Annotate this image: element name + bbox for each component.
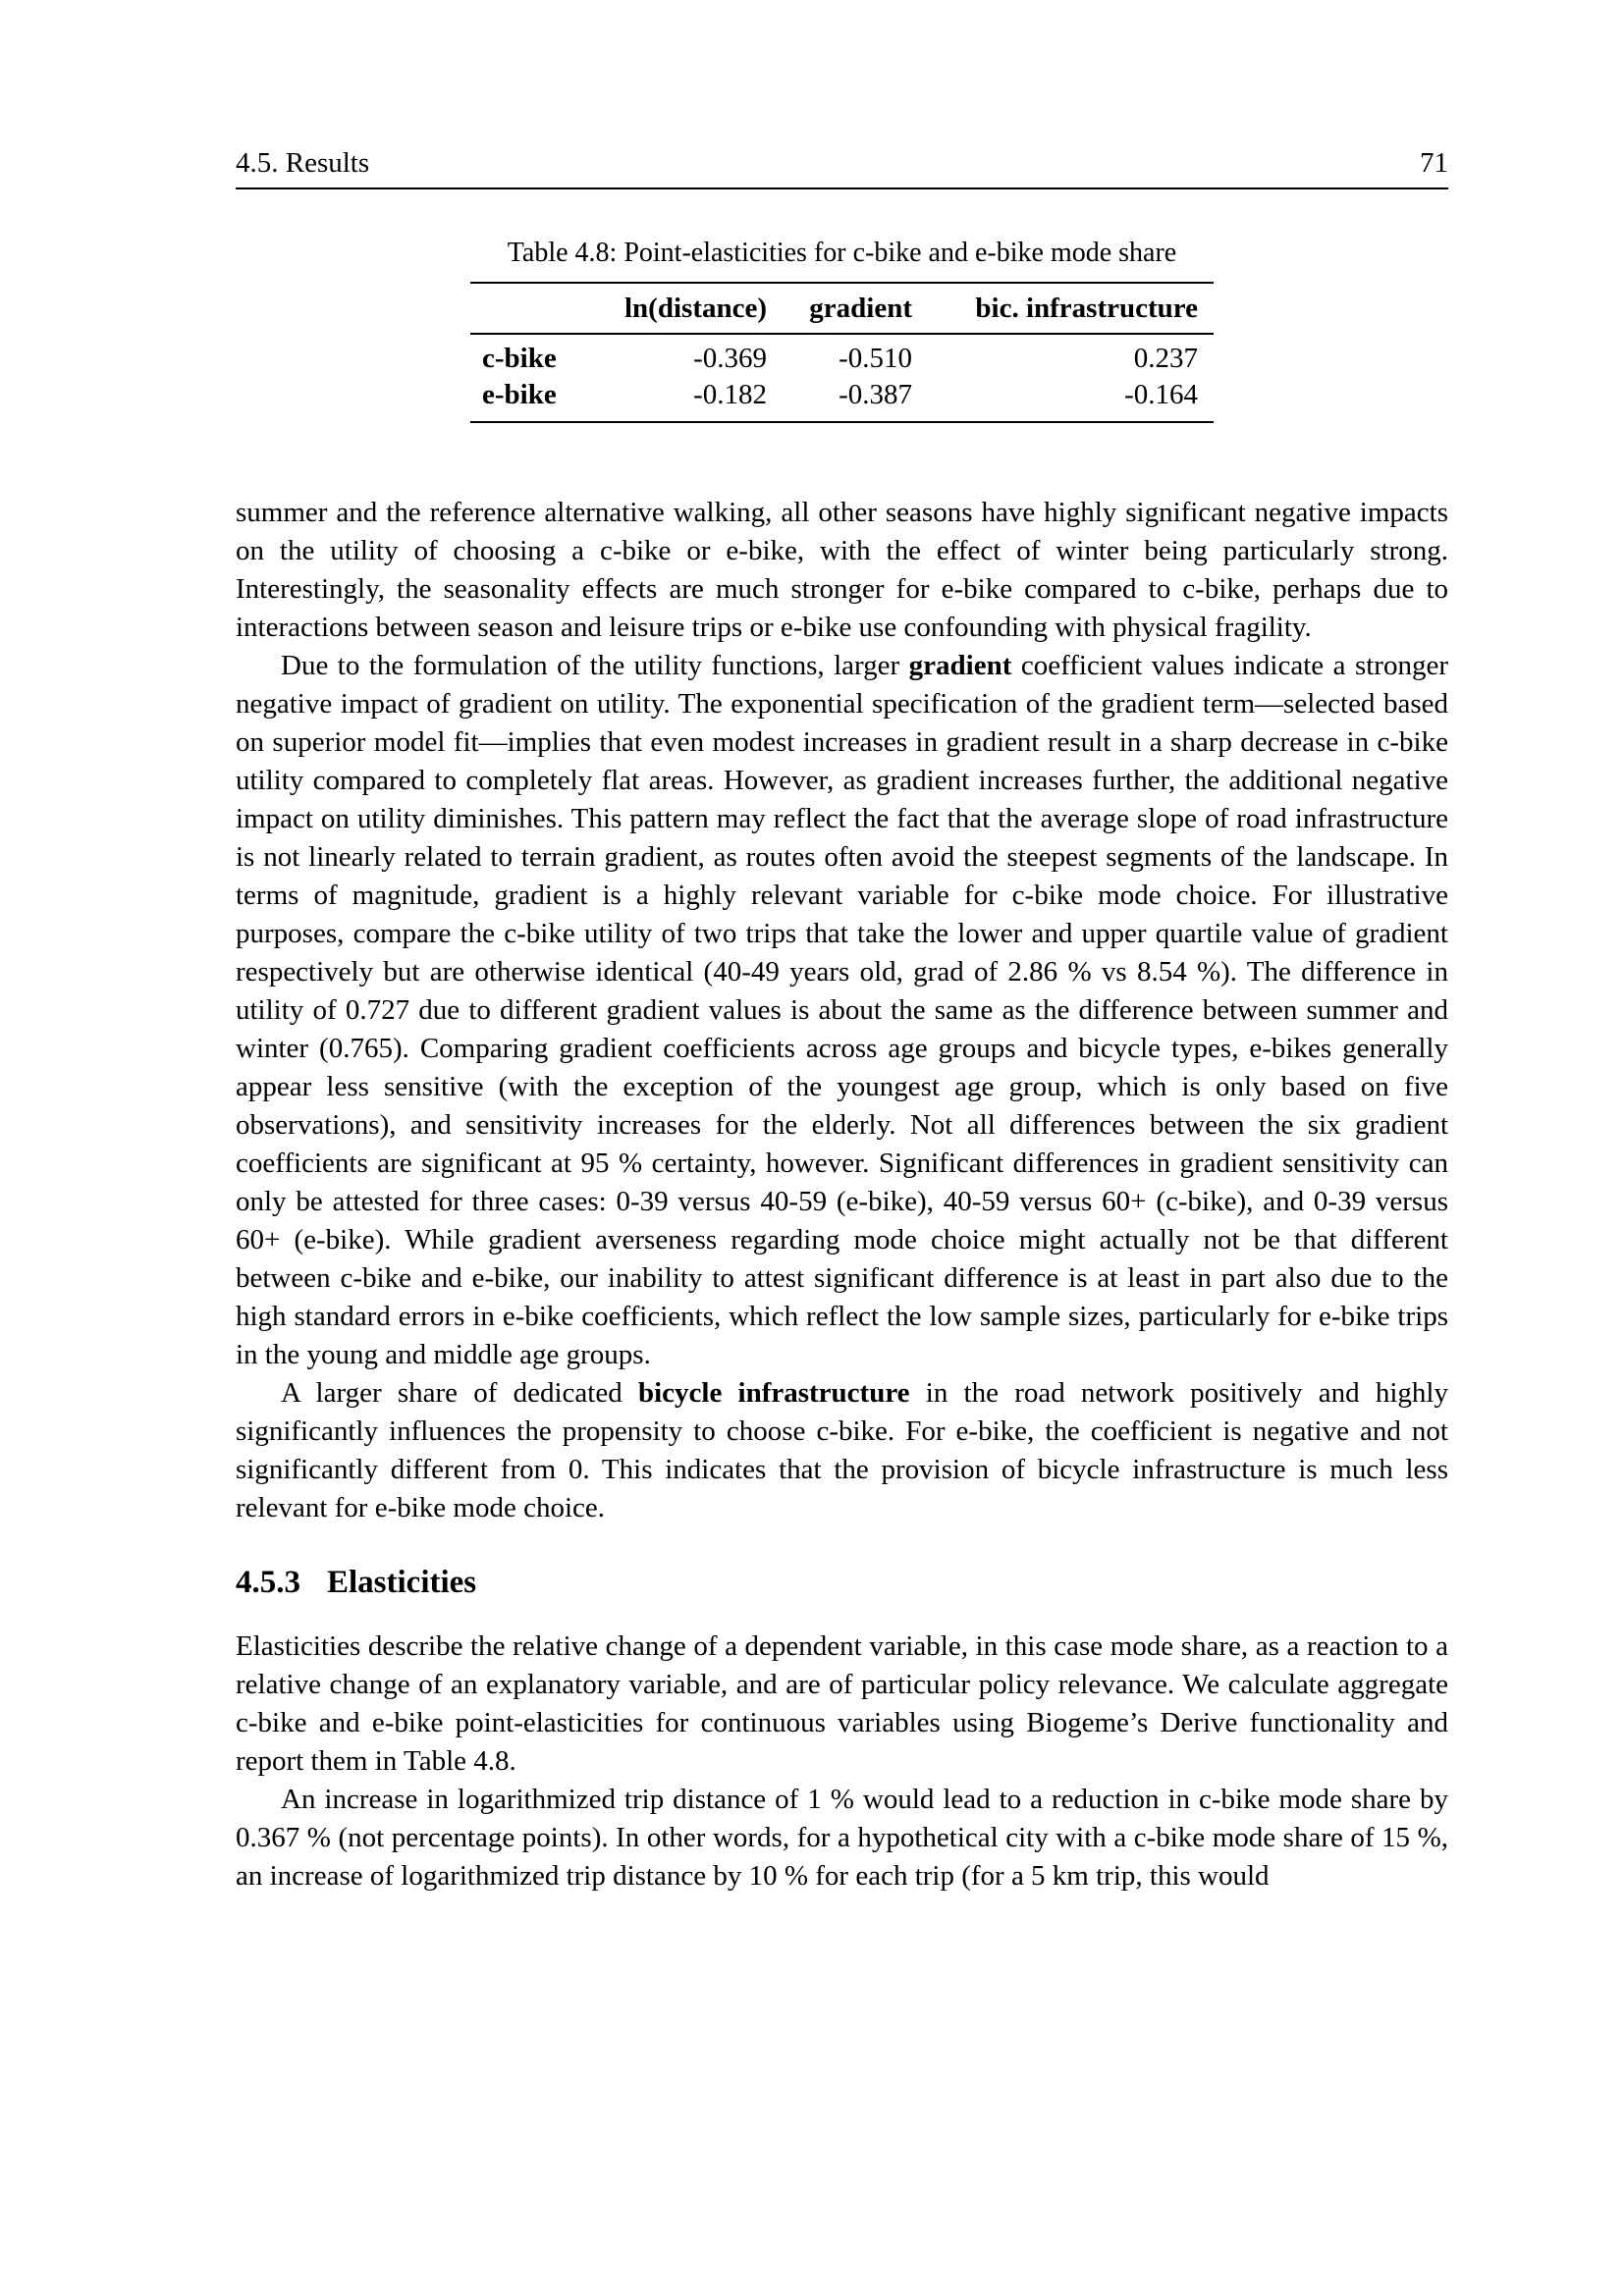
page-content bbox=[236, 0, 1448, 1896]
paragraph-gradient bbox=[236, 647, 1448, 1374]
table-container bbox=[236, 282, 1448, 423]
running-header bbox=[236, 147, 1448, 189]
cell-value: -0.164 bbox=[1124, 379, 1198, 410]
row-label: e-bike bbox=[482, 379, 557, 410]
text-run: An increase in logarithmized trip distance of 1 % would lead to a reduction in c-bike mode share by 0.367 % (not percentage points). In other words, for a hypothetical city with a c-bike mode share of 15 %, an increase of logarithmized trip distance by 10 % for each trip (for a 5 km trip, this would bbox=[236, 1784, 1448, 1892]
paragraph-seasonality bbox=[236, 494, 1448, 647]
table-caption: Table 4.8: Point-elasticities for c-bike and e-bike mode share bbox=[507, 238, 1177, 268]
text-run: Due to the formulation of the utility functions, larger bbox=[281, 650, 909, 681]
paragraph-bicycle-infrastructure bbox=[236, 1374, 1448, 1527]
table-header-row bbox=[470, 283, 1214, 334]
section-number: 4.5.3 bbox=[236, 1565, 300, 1600]
text-run: Elasticities describe the relative change of a dependent variable, in this case mode share, as a reaction to a relative change of an explanatory variable, and are of particular policy relevance. We calculate aggregate c-bike and e-bike point-elasticities for continuous variables using Biogeme’s Derive functionality and report them in Table 4.8. bbox=[236, 1630, 1448, 1777]
section-heading bbox=[236, 1563, 1448, 1602]
paragraph-elasticities-intro bbox=[236, 1628, 1448, 1781]
table-row-ebike bbox=[470, 377, 1214, 422]
column-header-ln-distance: ln(distance) bbox=[620, 283, 767, 334]
section-title: Elasticities bbox=[327, 1565, 477, 1600]
text-run: A larger share of dedicated bbox=[281, 1377, 638, 1409]
text-run-bold-bicycle-infrastructure: bicycle infrastructure bbox=[637, 1377, 910, 1409]
cell-value: -0.182 bbox=[693, 379, 767, 410]
paragraph-distance-elasticity bbox=[236, 1781, 1448, 1896]
text-run: coefficient values indicate a stronger negative impact of gradient on utility. The exponential specification of the gradient term—selected based on superior model fit—implies that even modest increases in gradient result in a sharp decrease in c-bike utility compared to completely flat areas. However, as gradient increases further, the additional negative impact on utility diminishes. This pattern may reflect the fact that the average slope of road infrastructure is not linearly related to terrain gradient, as routes often avoid the steepest segments of the landscape. In terms of magnitude, gradient is a highly relevant variable for c-bike mode choice. For illustrative purposes, compare the c-bike utility of two trips that take the lower and upper quartile value of gradient respectively but are otherwise identical (40-49 years old, grad of 2.86 % vs 8.54 %). The difference in utility of 0.727 due to different gradient values is about the same as the difference between summer and winter (0.765). Comparing gradient coefficients across age groups and bicycle types, e-bikes generally appear less sensitive (with the exception of the youngest age group, which is only based on five observations), and sensitivity increases for the elderly. Not all differences between the six gradient coefficients are significant at 95 % certainty, however. Significant differences in gradient sensitivity can only be attested for three cases: 0-39 versus 40-59 (e-bike), 40-59 versus 60+ (c-bike), and 0-39 versus 60+ (e-bike). While gradient averseness regarding mode choice might actually not be that different between c-bike and e-bike, our inability to attest significant difference is at least in part also due to the high standard errors in e-bike coefficients, which reflect the low sample sizes, particularly for e-bike trips in the young and middle age groups. bbox=[236, 650, 1448, 1370]
text-run: in the road network positively and highly significantly influences the propensity to choose c-bike. For e-bike, the coefficient is negative and not significantly different from 0. This indicates that the provision of bicycle infrastructure is much less relevant for e-bike mode choice. bbox=[236, 1377, 1448, 1523]
elasticities-table bbox=[470, 282, 1214, 423]
row-label: c-bike bbox=[482, 343, 557, 374]
cell-value: -0.369 bbox=[693, 343, 767, 374]
cell-value: -0.387 bbox=[839, 379, 912, 410]
header-section-label: 4.5. Results bbox=[236, 147, 370, 179]
text-run: summer and the reference alternative walking, all other seasons have highly significant negative impacts on the utility of choosing a c-bike or e-bike, with the effect of winter being particularly strong. Interestingly, the seasonality effects are much stronger for e-bike compared to c-bike, perhaps due to interactions between season and leisure trips or e-bike use confounding with physical fragility. bbox=[236, 497, 1448, 643]
cell-value: 0.237 bbox=[1133, 343, 1198, 374]
header-page-number: 71 bbox=[1420, 147, 1448, 179]
table-row-cbike bbox=[470, 334, 1214, 377]
body-text bbox=[236, 494, 1448, 1896]
column-header-gradient: gradient bbox=[767, 283, 912, 334]
text-run-bold-gradient: gradient bbox=[908, 650, 1012, 681]
column-header-bic-infrastructure: bic. infrastructure bbox=[912, 283, 1214, 334]
table-body bbox=[470, 334, 1214, 422]
column-header-blank bbox=[470, 283, 620, 334]
cell-value: -0.510 bbox=[839, 343, 912, 374]
table-head bbox=[470, 283, 1214, 334]
